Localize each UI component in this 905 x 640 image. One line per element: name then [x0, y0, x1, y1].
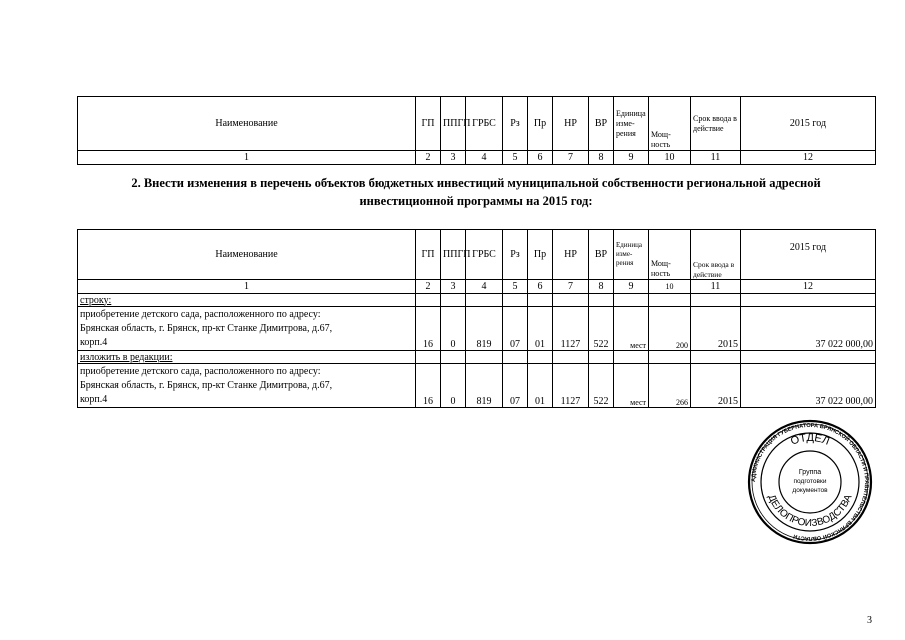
column-number-row — [78, 151, 876, 165]
column-number-row — [78, 280, 876, 294]
new-row-label: изложить в редакции: — [78, 351, 416, 364]
col-number: 5 — [503, 280, 528, 294]
header-table-1 — [77, 96, 876, 165]
col-number: 5 — [503, 151, 528, 165]
nr-cell: 1127 — [553, 307, 589, 351]
col-grbs-header: ГРБС — [466, 230, 503, 280]
label-row-new — [78, 351, 876, 364]
pr-cell: 01 — [528, 364, 553, 408]
col-ppgp-header: ППГП — [441, 97, 466, 151]
header-row — [78, 230, 876, 280]
pr-cell: 01 — [528, 307, 553, 351]
col-number: 10 — [649, 280, 691, 294]
col-number: 2 — [416, 280, 441, 294]
col-number: 6 — [528, 280, 553, 294]
col-pr-header: Пр — [528, 97, 553, 151]
col-number: 2 — [416, 151, 441, 165]
stamp-outer-textpath: АДМИНИСТРАЦИЯ ГУБЕРНАТОРА БРЯНСКОЙ ОБЛАСТИ И ПРАВИТЕЛЬСТВА БРЯНСКОЙ ОБЛАСТИ — [750, 422, 870, 542]
old-row-label: строку: — [78, 294, 416, 307]
office-stamp — [747, 419, 873, 545]
grbs-cell: 819 — [466, 307, 503, 351]
col-name-header: Наименование — [78, 230, 416, 280]
grbs-cell: 819 — [466, 364, 503, 408]
stamp-ring-top-text: ОТДЕЛ — [789, 431, 832, 448]
object-name-line: Брянская область, г. Брянск, пр-кт Станке Димитрова, д.67, — [80, 379, 333, 391]
object-name-cell — [78, 364, 416, 408]
col-number: 9 — [614, 151, 649, 165]
object-name-line: приобретение детского сада, расположенного по адресу: — [80, 365, 321, 377]
table-row-new — [78, 364, 876, 408]
unit-cell: мест — [614, 364, 649, 408]
col-number: 11 — [691, 151, 741, 165]
investment-table — [77, 229, 876, 408]
col-number: 9 — [614, 280, 649, 294]
col-unit-header: Единица изме-рения — [614, 230, 649, 280]
table-row-old — [78, 307, 876, 351]
stamp-center-line: Группа — [798, 469, 822, 476]
col-rz-header: Рз — [503, 97, 528, 151]
col-number: 10 — [649, 151, 691, 165]
term-cell: 2015 — [691, 307, 741, 351]
col-grbs-header: ГРБС — [466, 97, 503, 151]
col-number: 1 — [78, 280, 416, 294]
ppgp-cell: 0 — [441, 307, 466, 351]
col-power-header: Мощ-ность — [649, 230, 691, 280]
col-nr-header: НР — [553, 97, 589, 151]
amount-cell: 37 022 000,00 — [741, 364, 876, 408]
col-power-header: Мощ-ность — [649, 97, 691, 151]
col-pr-header: Пр — [528, 230, 553, 280]
col-year-header: 2015 год — [741, 230, 876, 280]
page-number: 3 — [867, 615, 872, 626]
object-name-line: Брянская область, г. Брянск, пр-кт Станке Димитрова, д.67, — [80, 322, 333, 334]
amount-cell: 37 022 000,00 — [741, 307, 876, 351]
col-number: 6 — [528, 151, 553, 165]
col-vr-header: ВР — [589, 230, 614, 280]
col-number: 12 — [741, 151, 876, 165]
stamp-center-line: подготовки — [793, 478, 827, 485]
col-number: 11 — [691, 280, 741, 294]
object-name-line: корп.4 — [80, 393, 108, 405]
col-number: 4 — [466, 151, 503, 165]
power-cell: 200 — [649, 307, 691, 351]
col-gp-header: ГП — [416, 230, 441, 280]
heading-line-2: инвестиционной программы на 2015 год: — [359, 194, 593, 208]
col-number: 3 — [441, 151, 466, 165]
col-term-header: Срок ввода в действие — [691, 97, 741, 151]
col-number: 12 — [741, 280, 876, 294]
heading-line-1: 2. Внести изменения в перечень объектов бюджетных инвестиций муниципальной собственности региональной адресной — [131, 176, 821, 190]
col-rz-header: Рз — [503, 230, 528, 280]
col-year-header: 2015 год — [741, 97, 876, 151]
rz-cell: 07 — [503, 307, 528, 351]
term-cell: 2015 — [691, 364, 741, 408]
col-number: 3 — [441, 280, 466, 294]
col-gp-header: ГП — [416, 97, 441, 151]
section-heading — [77, 174, 875, 210]
col-number: 8 — [589, 151, 614, 165]
col-number: 7 — [553, 151, 589, 165]
stamp-ring-top — [789, 432, 831, 448]
rz-cell: 07 — [503, 364, 528, 408]
object-name-line: корп.4 — [80, 336, 108, 348]
vr-cell: 522 — [589, 364, 614, 408]
col-ppgp-header: ППГП — [441, 230, 466, 280]
stamp-ring-bottom — [765, 493, 854, 529]
col-unit-header: Единица изме-рения — [614, 97, 649, 151]
power-cell: 266 — [649, 364, 691, 408]
col-number: 4 — [466, 280, 503, 294]
header-row — [78, 97, 876, 151]
col-number: 1 — [78, 151, 416, 165]
col-name-header: Наименование — [78, 97, 416, 151]
object-name-line: приобретение детского сада, расположенного по адресу: — [80, 308, 321, 320]
stamp-center-line: документов — [792, 487, 828, 494]
label-row-old — [78, 294, 876, 307]
unit-cell: мест — [614, 307, 649, 351]
ppgp-cell: 0 — [441, 364, 466, 408]
gp-cell: 16 — [416, 307, 441, 351]
col-vr-header: ВР — [589, 97, 614, 151]
stamp-ring-bottom-text: ДЕЛОПРОИЗВОДСТВА — [765, 493, 855, 530]
gp-cell: 16 — [416, 364, 441, 408]
object-name-cell — [78, 307, 416, 351]
col-number: 8 — [589, 280, 614, 294]
nr-cell: 1127 — [553, 364, 589, 408]
col-nr-header: НР — [553, 230, 589, 280]
col-term-header: Срок ввода в действие — [691, 230, 741, 280]
vr-cell: 522 — [589, 307, 614, 351]
col-number: 7 — [553, 280, 589, 294]
